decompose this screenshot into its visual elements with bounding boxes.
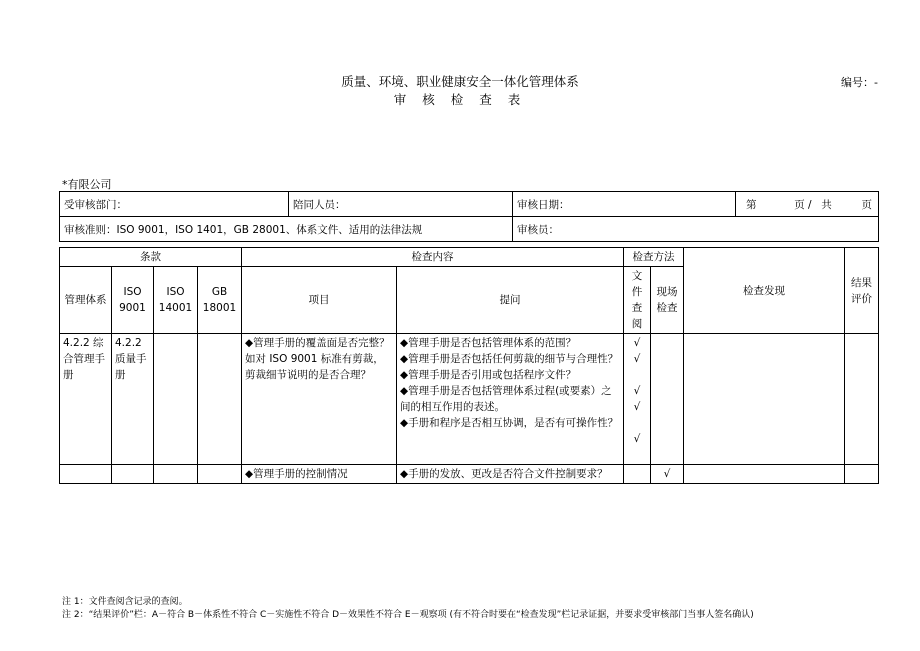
clause-header: 条款 (60, 248, 242, 267)
audited-dept-field: 受审核部门： (60, 192, 289, 217)
col-iso9001: ISO 9001 (112, 267, 154, 334)
audit-criteria-field: 审核准则：ISO 9001，ISO 1401，GB 28001、体系文件、适用的法律法规 (60, 217, 513, 242)
cell-management-system: 4.2.2 综合管理手册 (60, 334, 112, 465)
page-label-ye: 页 / (794, 198, 812, 211)
table-row (60, 465, 879, 484)
col-site-check: 现场检查 (651, 267, 684, 334)
table-row (60, 334, 879, 465)
footnote-1: 注 1：文件查阅含记录的查阅。 (62, 597, 188, 607)
cell-management-system-2 (60, 465, 112, 484)
cell-findings-2 (684, 465, 845, 484)
check-mark-5: √ (633, 433, 641, 445)
findings-header: 检查发现 (684, 248, 845, 334)
cell-iso14001 (154, 334, 198, 465)
col-question: 提问 (397, 267, 624, 334)
cell-site-check-2: √ (651, 465, 684, 484)
auditor-field: 审核员： (513, 217, 879, 242)
cell-item: ◆管理手册的覆盖面是否完整？如对 ISO 9001 标准有剪裁，剪裁细节说明的是否合理？ (242, 334, 397, 465)
cell-iso9001-2 (112, 465, 154, 484)
cell-document-review-2 (624, 465, 651, 484)
cell-document-review-checks (624, 334, 651, 465)
method-header: 检查方法 (624, 248, 684, 267)
document-subtitle: 审 核 检 查 表 (393, 92, 527, 107)
cell-gb18001 (198, 334, 242, 465)
question-4: ◆管理手册是否包括管理体系过程(或要素）之间的相互作用的表述。 (400, 385, 612, 413)
question-3: ◆管理手册是否引用或包括程序文件？ (400, 369, 577, 381)
company-name: *有限公司 (62, 178, 112, 191)
audit-date-field: 审核日期： (513, 192, 736, 217)
check-mark-3: √ (633, 385, 641, 397)
cell-iso9001: 4.2.2 质量手册 (112, 334, 154, 465)
cell-iso14001-2 (154, 465, 198, 484)
cell-result (845, 334, 879, 465)
check-mark-1: √ (633, 337, 641, 349)
col-document-review: 文件查阅 (624, 267, 651, 334)
cell-item-2: ◆管理手册的控制情况 (242, 465, 397, 484)
cell-findings (684, 334, 845, 465)
cell-question-2: ◆手册的发放、更改是否符合文件控制要求？ (397, 465, 624, 484)
footnote-2: 注 2：“结果评价”栏：A－符合 B－体系性不符合 C－实施性不符合 D－效果性不符合 E－观察项 (有不符合时要在“检查发现”栏记录证据，并要求受审核部门当事人签名确认) (62, 610, 754, 620)
question-5: ◆手册和程序是否相互协调，是否有可操作性？ (400, 417, 619, 429)
question-2: ◆管理手册是否包括任何剪裁的细节与合理性？ (400, 353, 619, 365)
document-title: 质量、环境、职业健康安全一体化管理体系 (341, 74, 579, 89)
page-number-field (736, 192, 879, 217)
result-header: 结果评价 (845, 248, 879, 334)
audit-info-table (59, 191, 879, 242)
col-management-system: 管理体系 (60, 267, 112, 334)
escort-field: 陪同人员： (289, 192, 513, 217)
content-header: 检查内容 (242, 248, 624, 267)
cell-questions (397, 334, 624, 465)
page-label-ye-end: 页 (861, 198, 872, 211)
col-item: 项目 (242, 267, 397, 334)
cell-gb18001-2 (198, 465, 242, 484)
col-iso14001: ISO 14001 (154, 267, 198, 334)
cell-site-check (651, 334, 684, 465)
cell-result-2 (845, 465, 879, 484)
col-gb18001: GB 18001 (198, 267, 242, 334)
check-mark-4: √ (633, 401, 641, 413)
document-number: 编号：- (841, 76, 878, 89)
checklist-table (59, 247, 879, 484)
page-label-di: 第 (746, 198, 757, 211)
page-label-gong: 共 (821, 198, 832, 211)
check-mark-2: √ (633, 353, 641, 365)
question-1: ◆管理手册是否包括管理体系的范围？ (400, 337, 577, 349)
